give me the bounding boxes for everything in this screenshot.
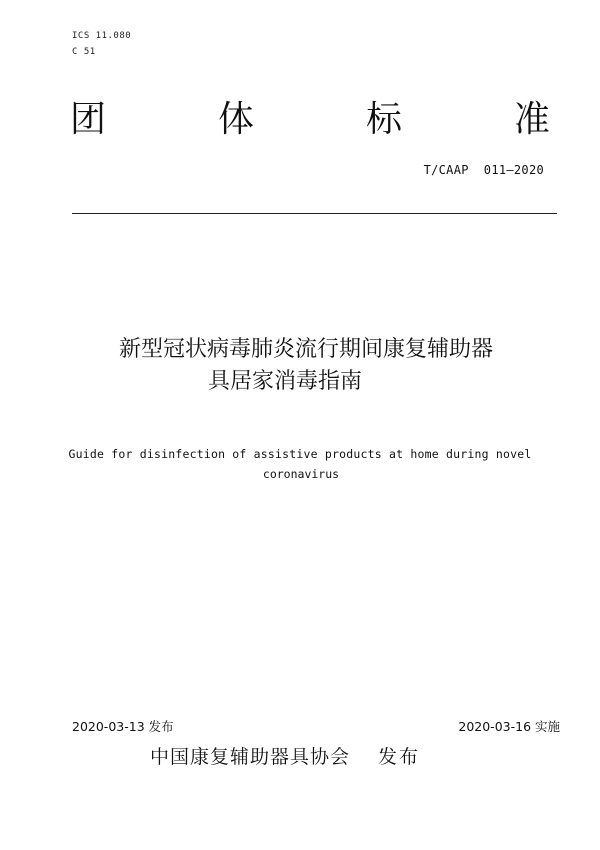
document-type-char: 团 (70, 99, 107, 140)
publisher-organization: 中国康复辅助器具协会 (150, 746, 351, 768)
publisher-line (150, 744, 420, 770)
english-title (0, 444, 600, 484)
chinese-title (0, 334, 600, 394)
issue-date: 2020-03-13 发布 (72, 719, 174, 734)
chinese-title-line-1: 新型冠状病毒肺炎流行期间康复辅助器 (118, 337, 493, 362)
document-type-heading (70, 98, 550, 142)
english-title-line-2: coronavirus (262, 467, 340, 481)
header-divider (72, 213, 557, 214)
ccs-code: C 51 (72, 47, 96, 57)
ics-code: ICS 11.080 (72, 31, 132, 41)
document-type-char: 体 (217, 99, 254, 140)
implementation-date: 2020-03-16 实施 (458, 719, 560, 734)
standard-number: T/CAAP 011—2020 (423, 163, 544, 177)
english-title-line-1: Guide for disinfection of assistive products at home during novel (68, 447, 532, 461)
chinese-title-line-2: 具居家消毒指南 (208, 369, 363, 394)
publisher-action: 发布 (378, 746, 421, 768)
document-type-char: 准 (513, 99, 550, 140)
document-type-char: 标 (365, 99, 402, 140)
